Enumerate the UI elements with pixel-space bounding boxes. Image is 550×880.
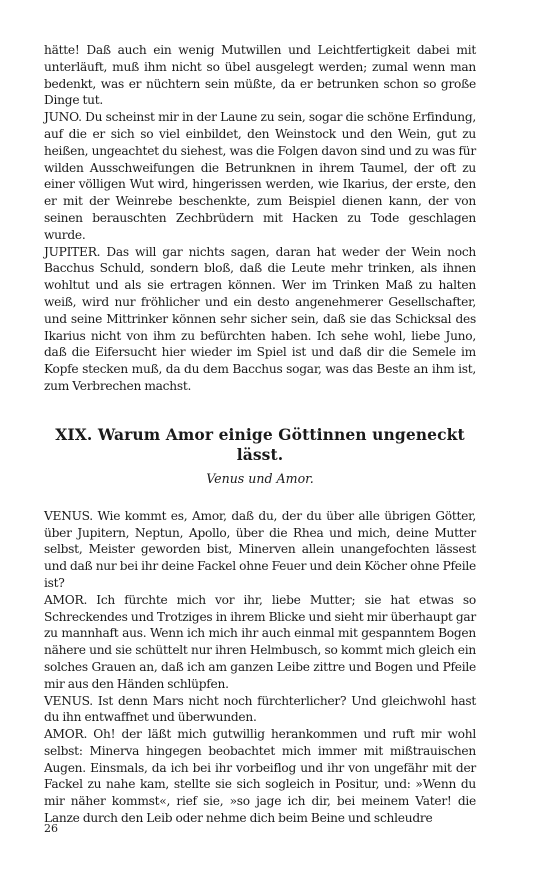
paragraph: VENUS. Wie kommt es, Amor, daß du, der du über alle übrigen Götter, über Jupitern, Neptun, Apollo, über die Rhea und mich, deine Mutter selbst, Meister geworden bist, Minerven allein unangefochten lässest und daß nur bei ihr deine Fackel ohne Feuer und dein Köcher ohne Pfeile ist? bbox=[44, 508, 476, 590]
page-number: 26 bbox=[44, 822, 58, 835]
paragraph: AMOR. Ich fürchte mich vor ihr, liebe Mutter; sie hat etwas so Schreckendes und Trotziges in ihrem Blicke und sieht mir überhaupt gar zu mannhaft aus. Wenn ich mich ihr auch einmal mit gespanntem Bogen nähere und sie schüttelt nur ihren Helmbusch, so kommt mich gleich ein solches Grauen an, daß ich am ganzen Leibe zittre und Bogen und Pfeile mir aus den Händen schlüpfen. bbox=[44, 592, 476, 691]
paragraph: AMOR. Oh! der läßt mich gutwillig herankommen und ruft mir wohl selbst: Minerva hingegen beobachtet mich immer mit mißtrauischen Augen. Einsmals, da ich bei ihr vorbeiflog und ihr von ungefähr mit der Fackel zu nahe kam, stellte sie sich sogleich in Positur, und: »Wenn du mir näher kommst«, rief sie, »so jage ich dir, bei meinem Vater! die Lanze durch den Leib oder nehme dich beim Beine und schleudre bbox=[44, 727, 476, 826]
paragraph: hätte! Daß auch ein wenig Mutwillen und Leichtfertigkeit dabei mit unterläuft, muß ihm nicht so übel ausgelegt werden; zumal wenn man bedenkt, was er nüchtern sein müßte, da er betrunken schon so große Dinge tut. bbox=[44, 43, 476, 108]
paragraph: JUPITER. Das will gar nichts sagen, daran hat weder der Wein noch Bacchus Schuld, sondern bloß, daß die Leute mehr trinken, als ihnen wohltut und als sie ertragen können. Wer im Trinken Maß zu halten weiß, wird nur fröhlicher und ein desto angenehmerer Gesellschafter, und seine Mittrinker können sehr sicher sein, daß sie das Schicksal des Ikarius nicht von ihm zu befürchten haben. Ich sehe wohl, liebe Juno, daß die Eifersucht hier wieder im Spiel ist und daß dir die Semele im Kopfe stecken muß, da du dem Bacchus sogar, was das Beste an ihm ist, zum Verbrechen machst. bbox=[44, 244, 476, 393]
paragraph: VENUS. Ist denn Mars nicht noch fürchterlicher? Und gleichwohl hast du ihn entwaffnet und überwunden. bbox=[44, 693, 476, 725]
book-page bbox=[44, 42, 476, 827]
paragraph: JUNO. Du scheinst mir in der Laune zu sein, sogar die schöne Erfindung, auf die er sich so viel einbildet, den Weinstock und den Wein, gut zu heißen, ungeachtet du siehest, was die Folgen davon sind und zu was für wilden Ausschweifungen die Betrunknen in ihrem Taumel, der oft zu einer völligen Wut wird, hingerissen werden, wie Ikarius, der erste, den er mit der Weinrebe beschenkte, zum Beispiel dienen kann, der von seinen berauschten Zechbrüdern mit Hacken zu Tode geschlagen wurde. bbox=[44, 110, 476, 242]
section-title: XIX. Warum Amor einige Göttinnen ungeneckt lässt. bbox=[55, 424, 465, 464]
section-subtitle: Venus und Amor. bbox=[206, 470, 314, 486]
